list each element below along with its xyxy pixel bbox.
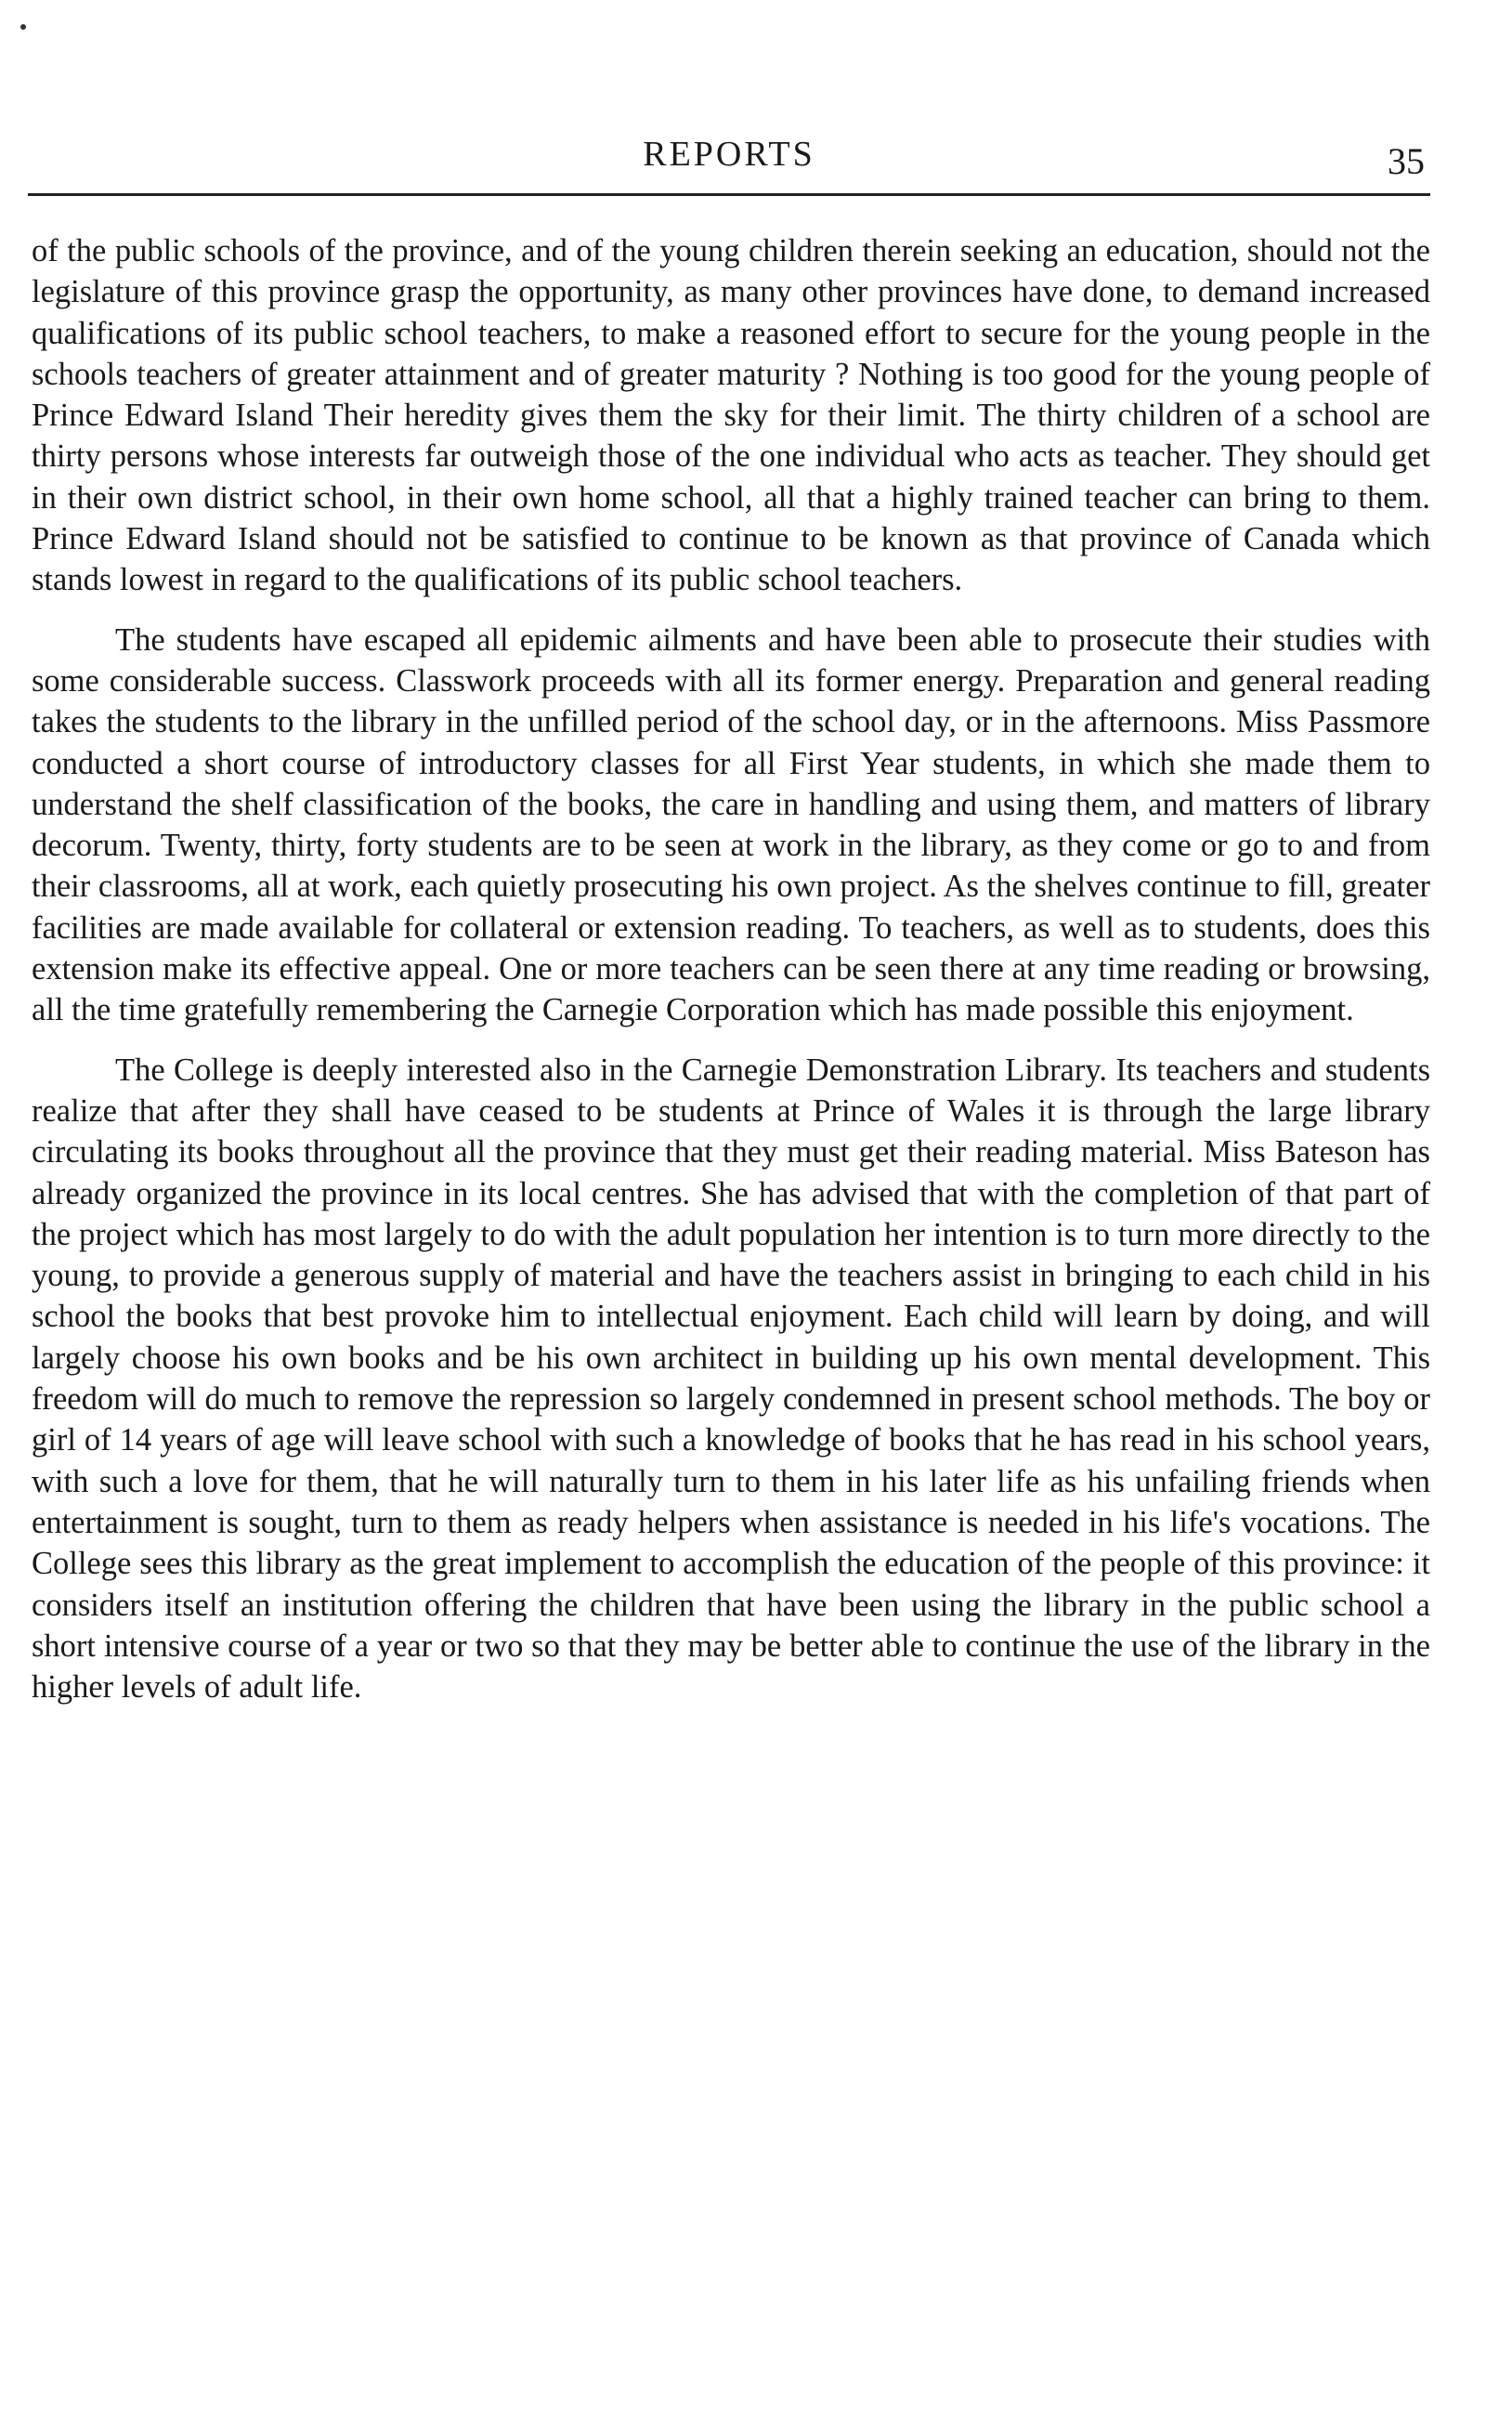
running-head: REPORTS	[643, 135, 815, 174]
paragraph-continuation: of the public schools of the province, and of the young children therein seeking an education, should not the legislature of this province grasp the opportunity, as many other provinces have done, to demand increased qualifications of its public school teachers, to make a reasoned effort to secure for the young people in the schools teachers of greater attainment and of greater maturity ? Nothing is too good for the young people of Prince Edward Island Their heredity gives them the sky for their limit. The thirty children of a school are thirty persons whose interests far outweigh those of the one individual who acts as teacher. They should get in their own district school, in their own home school, all that a highly trained teacher can bring to them. Prince Edward Island should not be satisfied to continue to be known as that province of Canada which stands lowest in regard to the qualifications of its public school teachers.	[32, 233, 1430, 598]
page-number: 35	[1388, 140, 1425, 182]
paragraph-library-students: The students have escaped all epidemic ailments and have been able to prosecute their studies with some considerable success. Classwork proceeds with all its former energy. Preparation and general reading takes the students to the library in the unfilled period of the school day, or in the afternoons. Miss Passmore conducted a short course of introductory classes for all First Year students, in which she made them to understand the shelf classification of the books, the care in handling and using them, and matters of library decorum. Twenty, thirty, forty students are to be seen at work in the library, as they come or go to and from their classrooms, all at work, each quietly prosecuting his own project. As the shelves continue to fill, greater facilities are made available for collateral or extension reading. To teachers, as well as to students, does this extension make its effective appeal. One or more teachers can be seen there at any time reading or browsing, all the time gratefully remembering the Carnegie Corporation which has made possible this enjoyment.	[32, 621, 1430, 1028]
body-text	[32, 230, 1430, 1707]
print-speck	[20, 24, 26, 30]
page-header	[28, 130, 1430, 196]
paragraph-demonstration-library: The College is deeply interested also in the Carnegie Demonstration Library. Its teachers and students realize that after they shall have ceased to be students at Prince of Wales it is through the large library circulating its books throughout all the province that they must get their reading material. Miss Bateson has already organized the province in its local centres. She has advised that with the completion of that part of the project which has most largely to do with the adult population her intention is to turn more directly to the young, to provide a generous supply of material and have the teachers assist in bringing to each child in his school the books that best provoke him to intellectual enjoyment. Each child will learn by doing, and will largely choose his own books and be his own architect in building up his own mental development. This freedom will do much to remove the repression so largely condemned in present school methods. The boy or girl of 14 years of age will leave school with such a knowledge of books that he has read in his school years, with such a love for them, that he will naturally turn to them in his later life as his unfailing friends when entertainment is sought, turn to them as ready helpers when assistance is needed in his life's vocations. The College sees this library as the great implement to accomplish the education of the people of this province: it considers itself an institution offering the children that have been using the library in the public school a short intensive course of a year or two so that they may be better able to continue the use of the library in the higher levels of adult life.	[32, 1052, 1430, 1706]
